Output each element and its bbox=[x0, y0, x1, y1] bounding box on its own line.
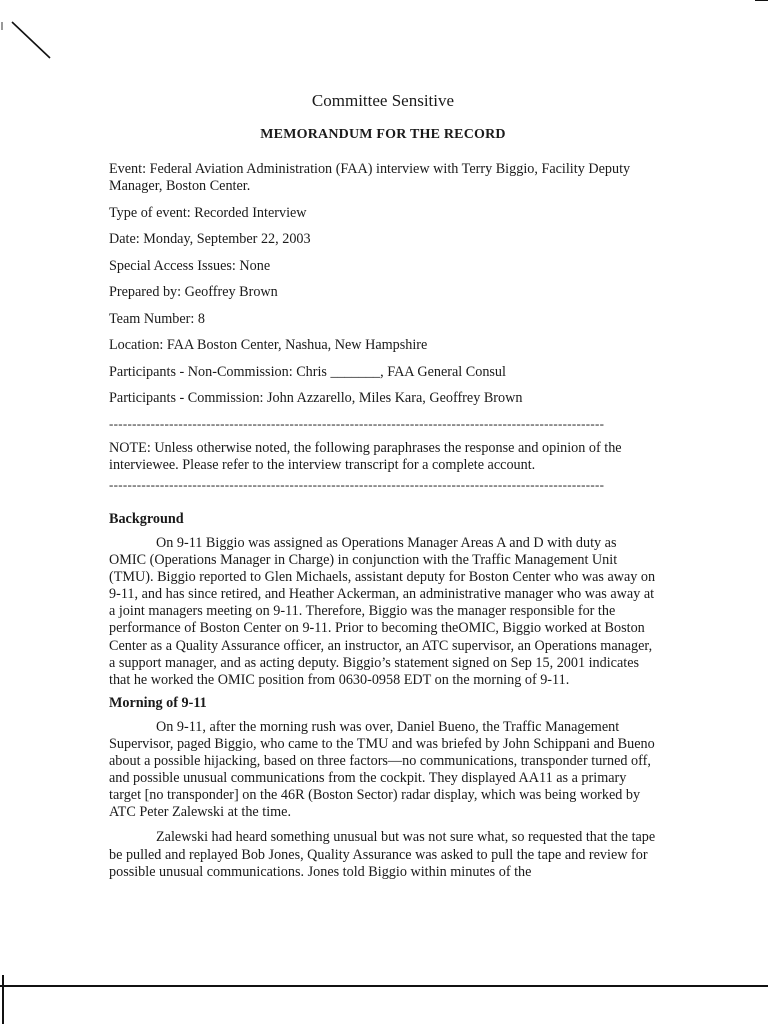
separator-top: ----------------------------------------------------------------------------------------------------------- bbox=[109, 417, 605, 430]
field-team-number: Team Number: 8 bbox=[109, 310, 205, 327]
field-event: Event: Federal Aviation Administration (FAA) interview with Terry Biggio, Facility Deputy Manager, Boston Center. bbox=[109, 161, 631, 194]
separator-bottom: ----------------------------------------------------------------------------------------------------------- bbox=[109, 478, 605, 491]
field-location: Location: FAA Boston Center, Nashua, New Hampshire bbox=[109, 337, 428, 353]
field-special-access: Special Access Issues: None bbox=[109, 257, 271, 274]
classification-header: Committee Sensitive bbox=[311, 91, 455, 110]
section-heading-morning: Morning of 9-11 bbox=[109, 694, 207, 711]
memo-page bbox=[109, 86, 657, 881]
page-bottom-rule bbox=[0, 985, 768, 987]
field-type-of-event: Type of event: Recorded Interview bbox=[109, 204, 307, 221]
page-left-edge-mark bbox=[2, 975, 4, 1024]
morning-paragraph-2: Zalewski had heard something unusual but was not sure what, so requested that the tape be pulled and replayed Bob Jones, Quality Assurance was asked to pull the tape and review for possible unusual communications. Jones told Biggio within minutes of the bbox=[109, 829, 656, 880]
field-participants-commission: Participants - Commission: John Azzarello, Miles Kara, Geoffrey Brown bbox=[109, 390, 523, 406]
section-heading-background: Background bbox=[109, 511, 184, 527]
note-paragraph: NOTE: Unless otherwise noted, the following paraphrases the response and opinion of the interviewee. Please refer to the interview transcript for a complete account. bbox=[109, 440, 622, 473]
morning-paragraph-1: On 9-11, after the morning rush was over, Daniel Bueno, the Traffic Management Supervisor, paged Biggio, who came to the TMU and was briefed by John Schippani and Bueno about a possible hijacking, based on three factors—no communications, transponder turned off, and possible unusual communications from the cockpit. They displayed AA11 as a primary target [no transponder] on the 46R (Boston Sector) radar display, which was being worked by ATC Peter Zalewski at the time. bbox=[109, 718, 655, 821]
background-paragraph: On 9-11 Biggio was assigned as Operations Manager Areas A and D with duty as OMIC (Operations Manager in Charge) in conjunction with the Traffic Management Unit (TMU). Biggio reported to Glen Michaels, assistant deputy for Boston Center who was away on 9-11, and has since retired, and Heather Ackerman, an administrative manager who was away at a joint managers meeting on 9-11. Therefore, Biggio was the manager responsible for the performance of Boston Center on 9-11. Prior to becoming theOMIC, Biggio worked at Boston Center as a Quality Assurance officer, an instructor, an ATC supervisor, an Operations manager, a support manager, and as acting deputy. Biggio’s statement signed on Sep 15, 2001 indicates that he worked the OMIC position from 0630-0958 EDT on the morning of 9-11. bbox=[109, 535, 656, 688]
memo-fields bbox=[109, 161, 657, 407]
memo-title: MEMORANDUM FOR THE RECORD bbox=[260, 127, 506, 142]
field-prepared-by: Prepared by: Geoffrey Brown bbox=[109, 284, 278, 300]
field-participants-non-commission: Participants - Non-Commission: Chris _______, FAA General Consul bbox=[109, 363, 506, 380]
field-date: Date: Monday, September 22, 2003 bbox=[109, 231, 311, 247]
pen-slash-mark bbox=[12, 22, 50, 58]
